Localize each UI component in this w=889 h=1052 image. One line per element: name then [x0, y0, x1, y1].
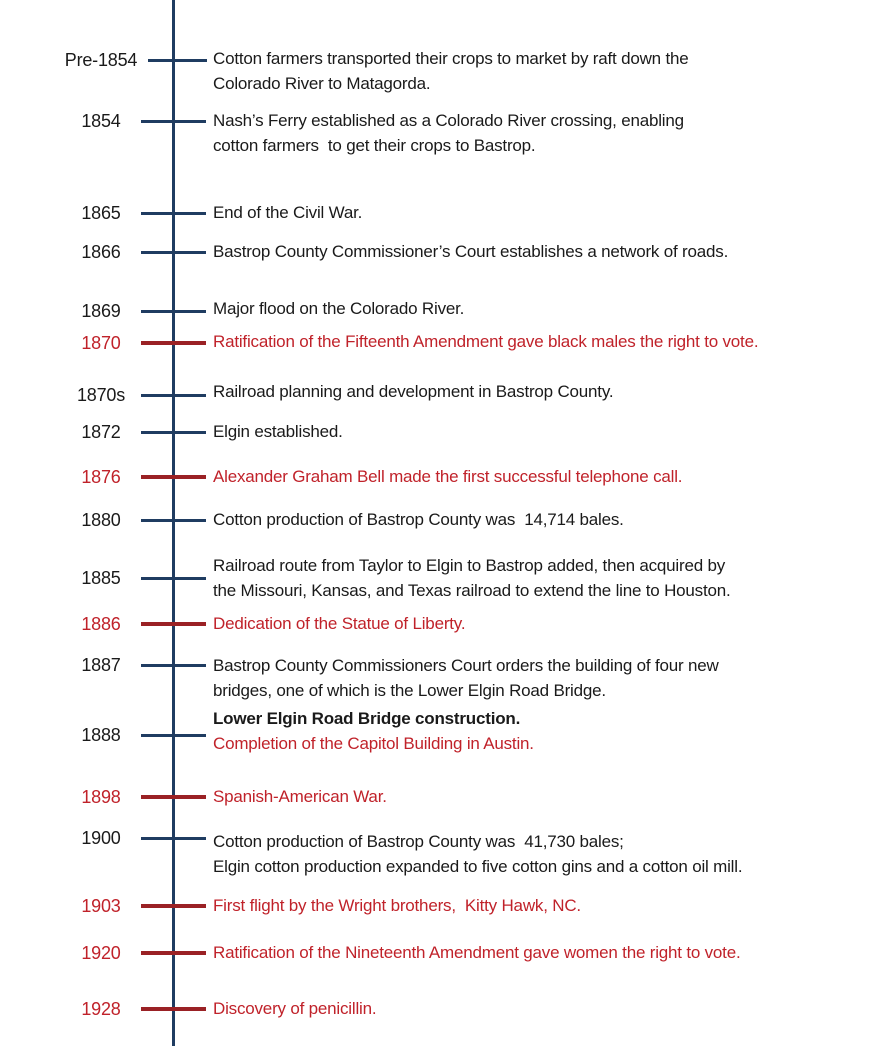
event-line: Lower Elgin Road Bridge construction. [213, 709, 521, 728]
event-description [213, 784, 873, 809]
event-line: Cotton farmers transported their crops to market by raft down the [213, 49, 689, 68]
year-label: 1870 [81, 333, 121, 353]
event-description [213, 329, 873, 354]
year-label: 1880 [81, 510, 121, 530]
event-line: cotton farmers to get their crops to Bastrop. [213, 136, 536, 155]
year-label: 1869 [81, 301, 121, 321]
event-line: Elgin cotton production expanded to five cotton gins and a cotton oil mill. [213, 857, 743, 876]
event-line: Railroad planning and development in Bastrop County. [213, 382, 614, 401]
event-description [213, 507, 873, 532]
event-description [213, 464, 873, 489]
event-line: First flight by the Wright brothers, Kitty Hawk, NC. [213, 896, 581, 915]
event-description [213, 706, 873, 756]
year-label: 1887 [81, 655, 121, 675]
event-description [213, 940, 873, 965]
year-label: 1886 [81, 614, 121, 634]
timeline-axis [172, 0, 175, 1046]
year-label: 1870s [76, 385, 126, 405]
event-line: Nash’s Ferry established as a Colorado River crossing, enabling [213, 111, 684, 130]
event-line: Bastrop County Commissioner’s Court establishes a network of roads. [213, 242, 729, 261]
event-line: Railroad route from Taylor to Elgin to Bastrop added, then acquired by [213, 556, 726, 575]
event-description [213, 200, 873, 225]
year-label: 1928 [81, 999, 121, 1019]
event-description [213, 893, 873, 918]
event-line: Ratification of the Fifteenth Amendment gave black males the right to vote. [213, 332, 759, 351]
year-label: 1866 [81, 242, 121, 262]
event-line: Completion of the Capitol Building in Austin. [213, 734, 534, 753]
year-label: 1898 [81, 787, 121, 807]
event-line: bridges, one of which is the Lower Elgin Road Bridge. [213, 681, 606, 700]
event-line: Ratification of the Nineteenth Amendment gave women the right to vote. [213, 943, 741, 962]
year-label: 1885 [81, 568, 121, 588]
event-line: Colorado River to Matagorda. [213, 74, 431, 93]
event-line: Alexander Graham Bell made the first successful telephone call. [213, 467, 683, 486]
event-description [213, 46, 873, 96]
event-line: Spanish-American War. [213, 787, 387, 806]
event-description [213, 296, 873, 321]
event-description [213, 829, 873, 879]
event-line: End of the Civil War. [213, 203, 363, 222]
year-label: 1865 [81, 203, 121, 223]
event-description [213, 553, 873, 603]
event-description [213, 996, 873, 1021]
event-description [213, 653, 873, 703]
year-label: 1888 [81, 725, 121, 745]
event-description [213, 108, 873, 158]
event-line: Discovery of penicillin. [213, 999, 377, 1018]
event-line: Cotton production of Bastrop County was 41,730 bales; [213, 832, 624, 851]
event-description [213, 379, 873, 404]
event-line: Elgin established. [213, 422, 343, 441]
event-line: Dedication of the Statue of Liberty. [213, 614, 466, 633]
year-label: Pre-1854 [64, 50, 138, 70]
year-label: 1920 [81, 943, 121, 963]
event-line: Bastrop County Commissioners Court orders the building of four new [213, 656, 719, 675]
year-label: 1854 [81, 111, 121, 131]
event-line: the Missouri, Kansas, and Texas railroad to extend the line to Houston. [213, 581, 731, 600]
event-description [213, 419, 873, 444]
year-label: 1903 [81, 896, 121, 916]
year-label: 1876 [81, 467, 121, 487]
event-line: Major flood on the Colorado River. [213, 299, 465, 318]
event-line: Cotton production of Bastrop County was 14,714 bales. [213, 510, 624, 529]
year-label: 1900 [81, 828, 121, 848]
year-label: 1872 [81, 422, 121, 442]
event-description [213, 239, 873, 264]
event-description [213, 611, 873, 636]
